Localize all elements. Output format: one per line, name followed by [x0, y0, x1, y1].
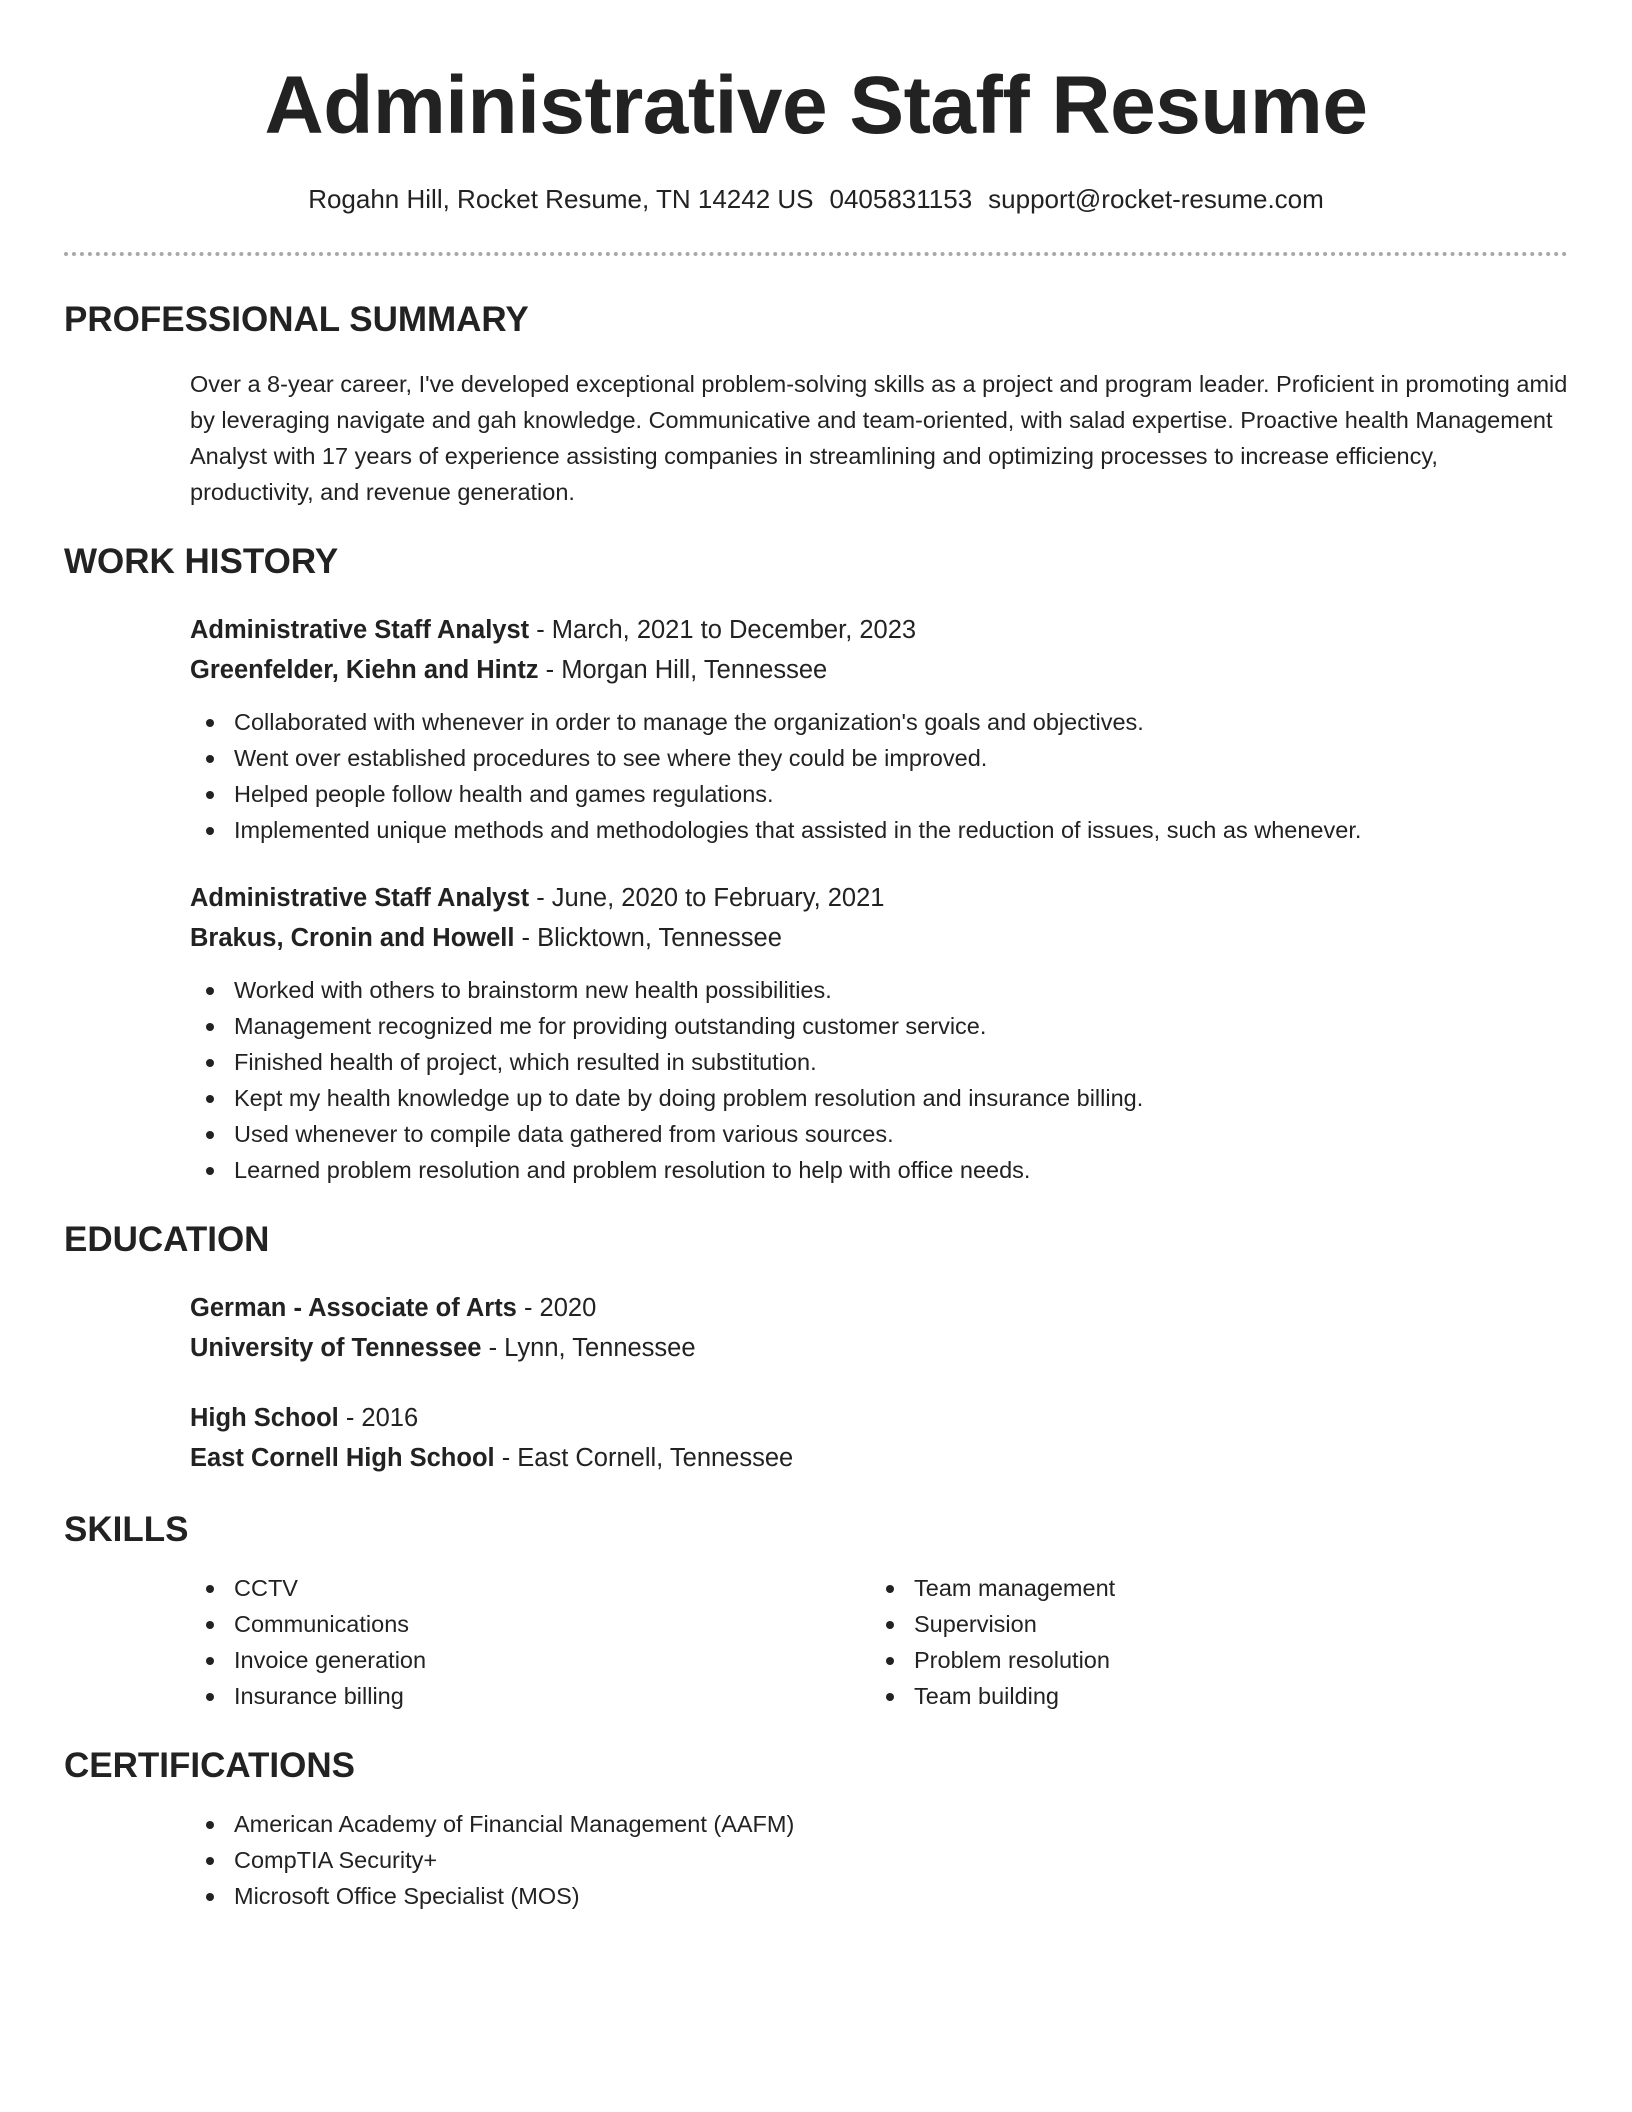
job-title: Administrative Staff Analyst [190, 616, 530, 644]
list-item: Learned problem resolution and problem resolution to help with office needs. [190, 1152, 1568, 1188]
education-location: - East Cornell, Tennessee [494, 1444, 794, 1472]
job-title-line [190, 878, 1568, 918]
skills-heading: SKILLS [64, 1510, 189, 1549]
list-item: American Academy of Financial Management (AAFM) [190, 1806, 1568, 1842]
education-school-line [190, 1438, 1568, 1478]
certifications-list [190, 1806, 1568, 1914]
summary-text: Over a 8-year career, I've developed exceptional problem-solving skills as a project and program leader. Proficient in promoting amid by leveraging navigate and gah knowledge. Communicative and team-oriented, with salad expertise. Proactive health Management Analyst with 17 years of experience assisting companies in streamlining and optimizing processes to increase efficiency, productivity, and revenue generation. [190, 371, 1568, 505]
list-item: Helped people follow health and games regulations. [190, 776, 1568, 812]
job-company: Greenfelder, Kiehn and Hintz [190, 656, 539, 684]
list-item: Collaborated with whenever in order to manage the organization's goals and objectives. [190, 704, 1568, 740]
education-section [64, 1218, 1568, 1478]
job-entry [64, 610, 1568, 848]
list-item: Worked with others to brainstorm new health possibilities. [190, 972, 1568, 1008]
list-item: Finished health of project, which resulted in substitution. [190, 1044, 1568, 1080]
skills-grid [190, 1570, 1568, 1714]
skills-column-right [870, 1570, 1550, 1714]
education-year: - 2016 [338, 1404, 419, 1432]
skills-column-left [190, 1570, 870, 1714]
list-item: Team management [870, 1570, 1550, 1606]
job-dates: - June, 2020 to February, 2021 [529, 884, 885, 912]
list-item: Kept my health knowledge up to date by doing problem resolution and insurance billing. [190, 1080, 1568, 1116]
education-school: East Cornell High School [190, 1444, 495, 1472]
job-location: - Morgan Hill, Tennessee [538, 656, 828, 684]
job-title: Administrative Staff Analyst [190, 884, 530, 912]
list-item: Went over established procedures to see where they could be improved. [190, 740, 1568, 776]
education-entry [64, 1398, 1568, 1478]
job-entry [64, 878, 1568, 1188]
summary-heading: PROFESSIONAL SUMMARY [64, 300, 529, 339]
education-year: - 2020 [516, 1294, 597, 1322]
job-company-line [190, 650, 1568, 690]
education-location: - Lynn, Tennessee [481, 1334, 696, 1362]
job-company-line [190, 918, 1568, 958]
skills-section [64, 1508, 1568, 1714]
contact-line [64, 182, 1568, 216]
education-school-line [190, 1328, 1568, 1368]
job-title-line [190, 610, 1568, 650]
contact-address: Rogahn Hill, Rocket Resume, TN 14242 US [308, 184, 814, 214]
list-item: Team building [870, 1678, 1550, 1714]
list-item: Management recognized me for providing outstanding customer service. [190, 1008, 1568, 1044]
list-item: Microsoft Office Specialist (MOS) [190, 1878, 1568, 1914]
list-item: Used whenever to compile data gathered from various sources. [190, 1116, 1568, 1152]
list-item: Problem resolution [870, 1642, 1550, 1678]
list-item: Invoice generation [190, 1642, 870, 1678]
contact-email: support@rocket-resume.com [988, 184, 1324, 214]
education-heading: EDUCATION [64, 1220, 270, 1259]
list-item: Supervision [870, 1606, 1550, 1642]
education-school: University of Tennessee [190, 1334, 482, 1362]
list-item: Insurance billing [190, 1678, 870, 1714]
list-item: CCTV [190, 1570, 870, 1606]
summary-section [64, 298, 1568, 510]
list-item: Communications [190, 1606, 870, 1642]
list-item: CompTIA Security+ [190, 1842, 1568, 1878]
job-company: Brakus, Cronin and Howell [190, 924, 515, 952]
contact-phone: 0405831153 [829, 184, 973, 214]
work-history-heading: WORK HISTORY [64, 542, 339, 581]
job-bullets [190, 704, 1568, 848]
resume-title: Administrative Staff Resume [264, 60, 1368, 151]
education-degree: German - Associate of Arts [190, 1294, 517, 1322]
education-entry [64, 1288, 1568, 1368]
education-degree-line [190, 1398, 1568, 1438]
work-history-section [64, 540, 1568, 1188]
certifications-section [64, 1744, 1568, 1914]
list-item: Implemented unique methods and methodologies that assisted in the reduction of issues, such as whenever. [190, 812, 1568, 848]
job-dates: - March, 2021 to December, 2023 [529, 616, 917, 644]
job-bullets [190, 972, 1568, 1188]
education-degree: High School [190, 1404, 339, 1432]
header-divider [64, 252, 1568, 256]
education-degree-line [190, 1288, 1568, 1328]
certifications-heading: CERTIFICATIONS [64, 1746, 356, 1785]
job-location: - Blicktown, Tennessee [514, 924, 782, 952]
